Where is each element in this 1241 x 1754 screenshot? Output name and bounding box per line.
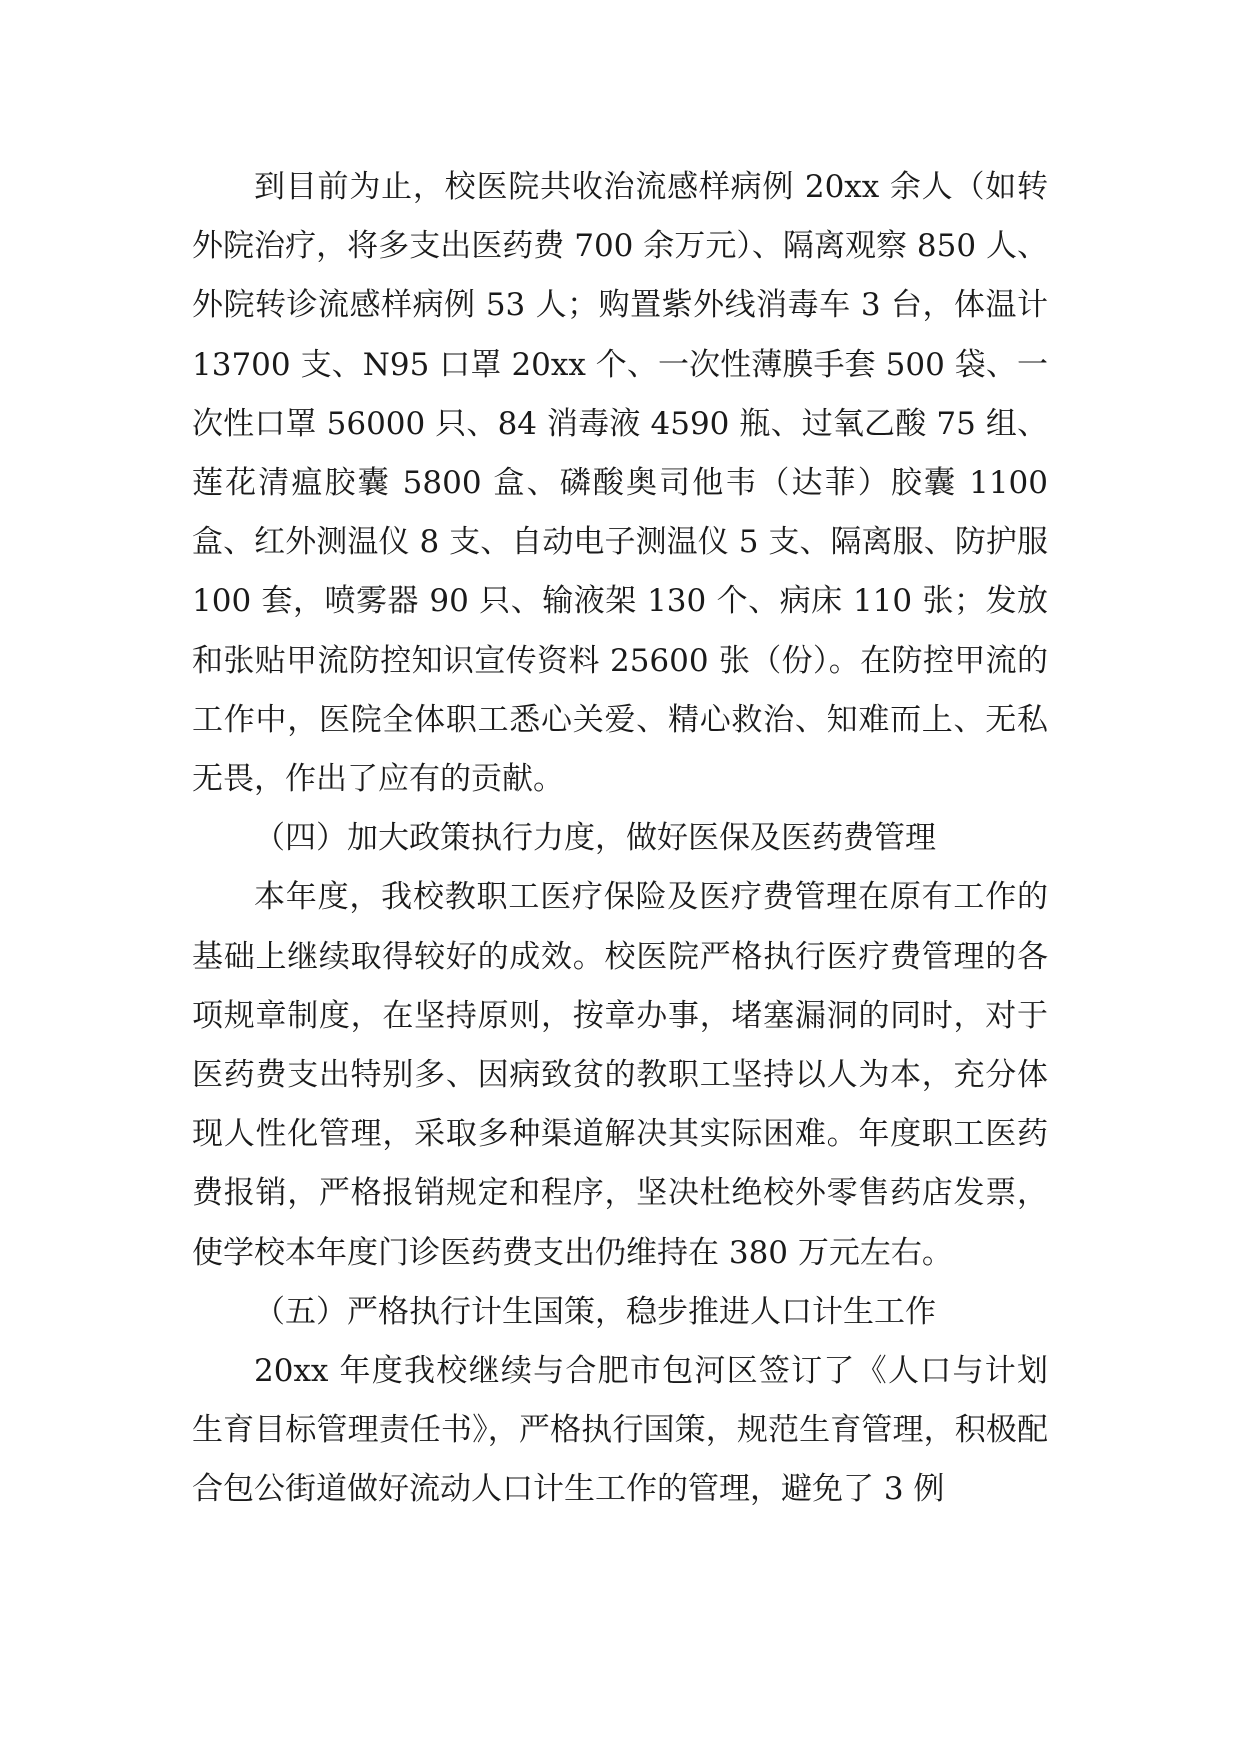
section-heading-family-planning: （五）严格执行计生国策，稳步推进人口计生工作: [254, 1293, 936, 1330]
paragraph-family-planning: 20xx 年度我校继续与合肥市包河区签订了《人口与计划生育目标管理责任书》，严格执行国策，规范生育管理，积极配合包公街道做好流动人口计生工作的管理，避免了 3 例: [192, 1353, 1048, 1508]
paragraph-epidemic-summary: 到目前为止，校医院共收治流感样病例 20xx 余人（如转外院治疗，将多支出医药费 700 余万元）、隔离观察 850 人、外院转诊流感样病例 53 人；购置紫外线消毒车 3 台，体温计 13700 支、N95 口罩 20xx 个、一次性薄膜手套 500 袋、一次性口罩 56000 只、84 消毒液 4590 瓶、过氧乙酸 75 组、莲花清瘟胶囊 5800 盒、磷酸奥司他韦（达菲）胶囊 1100 盒、红外测温仪 8 支、自动电子测温仪 5 支、隔离服、防护服 100 套，喷雾器 90 只、输液架 130 个、病床 110 张；发放和张贴甲流防控知识宣传资料 25600 张（份）。在防控甲流的工作中，医院全体职工悉心关爱、精心救治、知难而上、无私无畏，作出了应有的贡献。: [192, 169, 1048, 798]
document-body: [192, 158, 1048, 1520]
section-heading-medical-insurance: （四）加大政策执行力度，做好医保及医药费管理: [254, 820, 936, 857]
paragraph-medical-insurance: 本年度，我校教职工医疗保险及医疗费管理在原有工作的基础上继续取得较好的成效。校医院严格执行医疗费管理的各项规章制度，在坚持原则，按章办事，堵塞漏洞的同时，对于医药费支出特别多、因病致贫的教职工坚持以人为本，充分体现人性化管理，采取多种渠道解决其实际困难。年度职工医药费报销，严格报销规定和程序，坚决杜绝校外零售药店发票，使学校本年度门诊医药费支出仍维持在 380 万元左右。: [192, 879, 1048, 1271]
